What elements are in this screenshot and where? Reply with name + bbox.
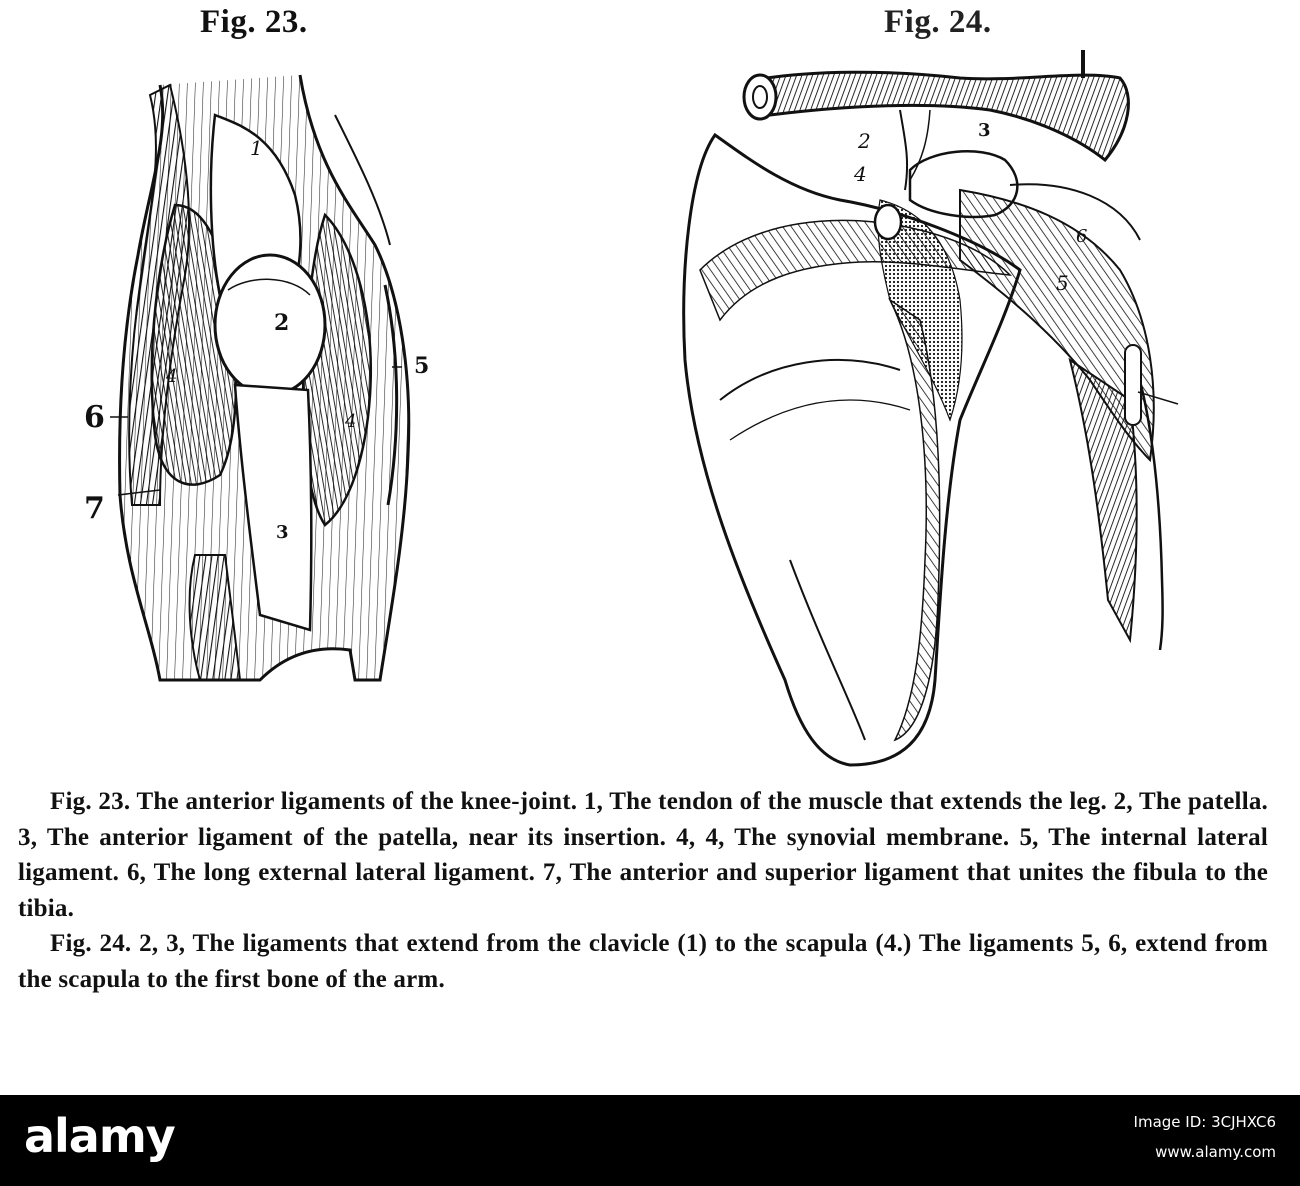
- fig-24-title: Fig. 24.: [884, 4, 992, 40]
- alamy-url-text: www.alamy.com: [1155, 1143, 1276, 1161]
- fig24-label-4: 4: [854, 162, 867, 186]
- alamy-logo: alamy: [24, 1109, 175, 1163]
- fig23-label-6: 6: [84, 400, 105, 435]
- fig23-label-1: 1: [250, 136, 263, 160]
- fig23-label-2: 2: [274, 310, 290, 336]
- shoulder-joint-illustration: [660, 40, 1200, 770]
- fig24-label-3: 3: [978, 120, 991, 141]
- caption-block: [18, 784, 1268, 997]
- fig-23-title: Fig. 23.: [200, 4, 308, 40]
- fig23-label-5: 5: [414, 353, 430, 379]
- fig24-label-5: 5: [1056, 271, 1069, 295]
- fig24-label-6: 6: [1076, 226, 1088, 247]
- fig23-label-7: 7: [84, 491, 105, 526]
- knee-joint-illustration: [84, 55, 440, 685]
- watermark-footer: [0, 1095, 1300, 1186]
- fig-24-caption: Fig. 24. 2, 3, The ligaments that extend from the clavicle (1) to the scapula (4.) The ligaments 5, 6, extend from the scapula to the first bone of the arm.: [18, 930, 1268, 993]
- fig24-label-2: 2: [858, 129, 871, 153]
- fig23-label-3: 3: [276, 522, 289, 543]
- image-id-block: [1134, 1107, 1276, 1167]
- image-id-text: Image ID: 3CJHXC6: [1133, 1113, 1276, 1131]
- fig23-label-4b: 4: [345, 411, 357, 432]
- fig23-label-4a: 4: [166, 366, 178, 387]
- fig-23-caption: Fig. 23. The anterior ligaments of the knee-joint. 1, The tendon of the muscle that extends the leg. 2, The patella. 3, The anterior ligament of the patella, near its insertion. 4, 4, The synovial membrane. 5, The internal lateral ligament. 6, The long external lateral ligament. 7, The anterior and superior ligament that unites the fibula to the tibia.: [18, 788, 1268, 922]
